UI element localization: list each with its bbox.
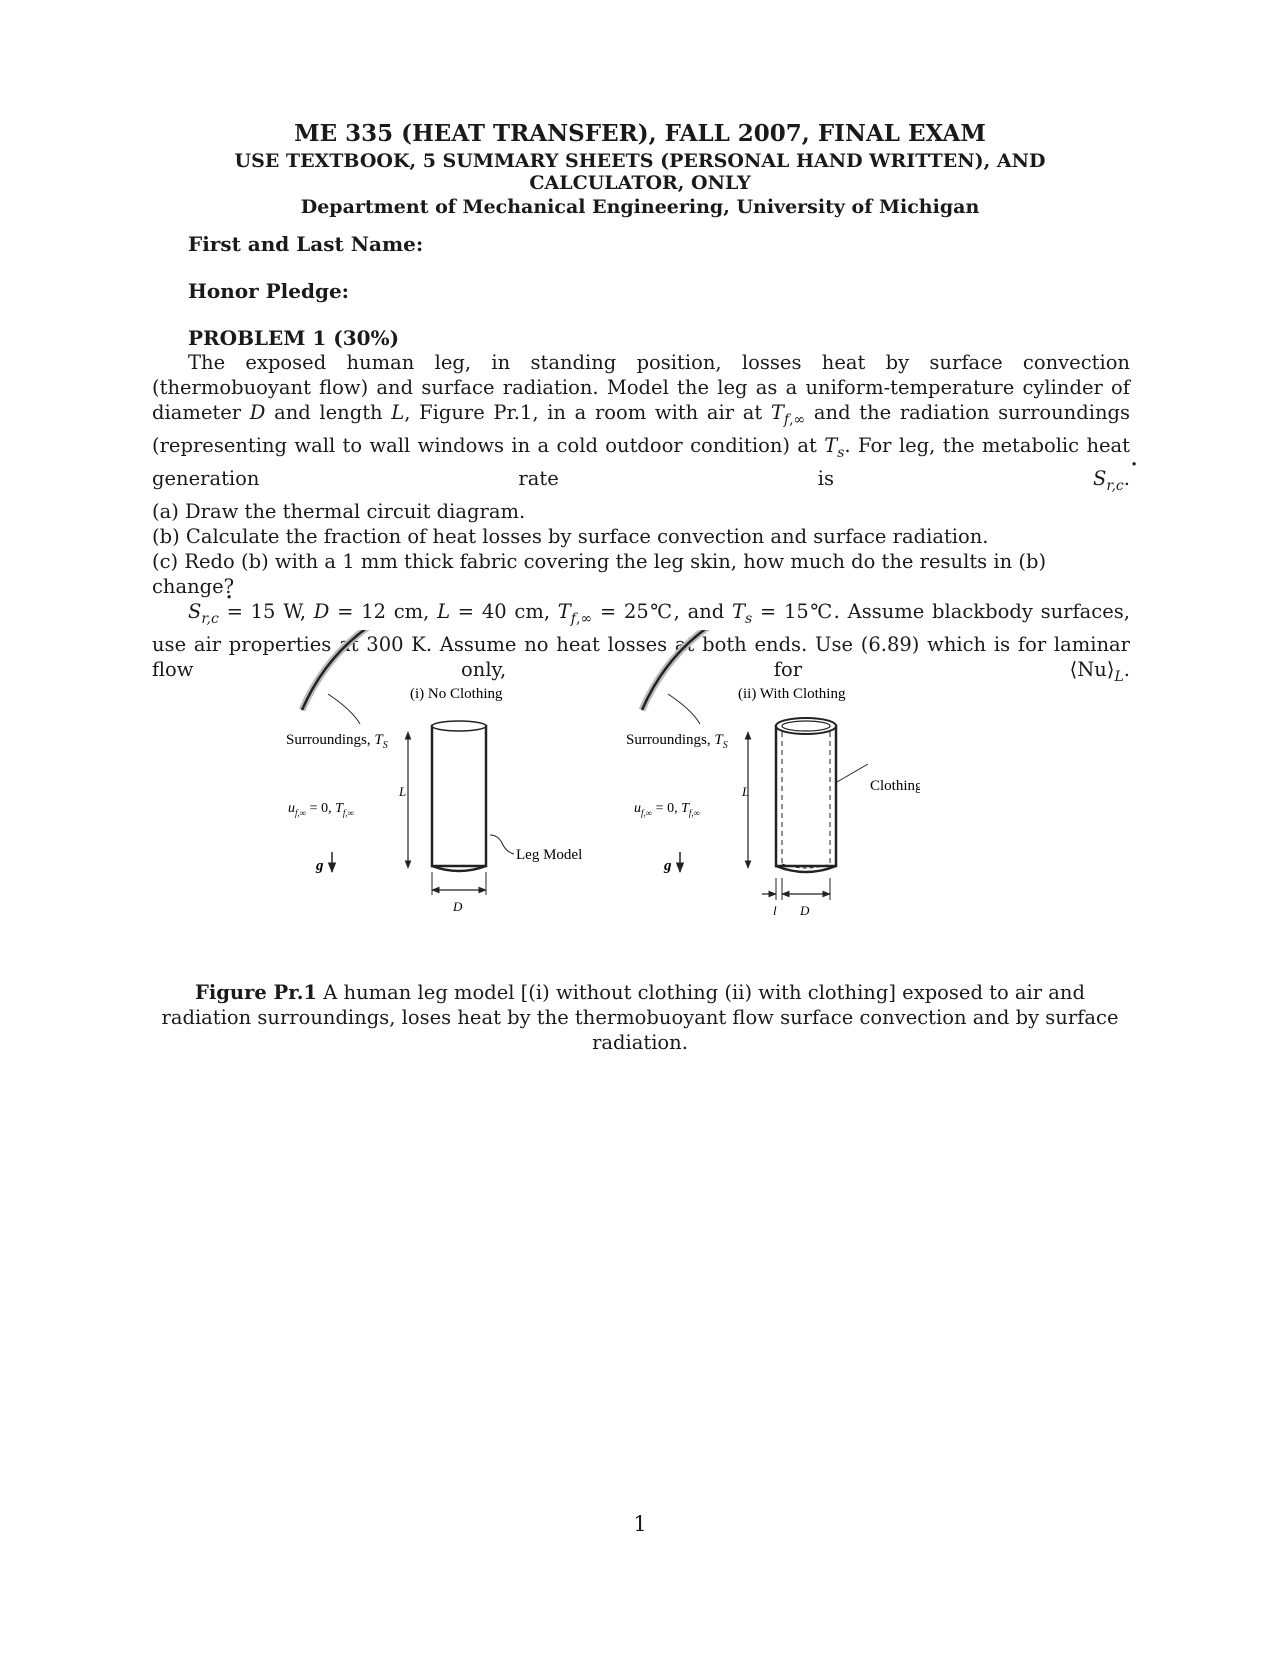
- question-c: (c) Redo (b) with a 1 mm thick fabric covering the leg skin, how much do the results in (b) change?: [152, 549, 1047, 598]
- exam-instructions-line2: CALCULATOR, ONLY: [529, 172, 751, 194]
- dimension-l-label: l: [773, 903, 777, 918]
- page-number: 1: [633, 1512, 647, 1536]
- clothing-inner-rim: [782, 721, 830, 731]
- dimension-L-label-ii: L: [742, 784, 750, 799]
- leg-cylinder-top: [432, 721, 486, 731]
- surroundings-wall: [302, 630, 382, 710]
- flow-condition-i: $u_{f,\infty} = 0$, $T_{f,\infty}$: [288, 801, 355, 818]
- exam-instructions-line1: USE TEXTBOOK, 5 SUMMARY SHEETS (PERSONAL HAND WRITTEN), AND: [234, 150, 1046, 172]
- department: Department of Mechanical Engineering, University of Michigan: [300, 196, 980, 218]
- flow-condition-ii: $u_{f,\infty} = 0$, $T_{f,\infty}$: [634, 801, 701, 818]
- dimension-L-label-i: L: [399, 784, 407, 799]
- caption-text: A human leg model [(i) without clothing (ii) with clothing] exposed to air and radiation surroundings, loses heat by the thermobuoyant flow surface convection and by surface radiation.: [161, 981, 1119, 1054]
- title-with-clothing: (ii) With Clothing: [738, 686, 846, 702]
- name-field-label: First and Last Name:: [188, 232, 424, 256]
- clothing-leader: [837, 764, 868, 782]
- leg-model-diagram: [280, 630, 920, 960]
- surroundings-wall-edge-ii: [642, 630, 722, 710]
- gravity-label-i: g: [316, 858, 324, 874]
- surroundings-label-ii: Surroundings, $T_S$: [626, 732, 728, 751]
- dimension-D-label-ii: D: [800, 903, 810, 918]
- given-data: · $S_{r,c} = 15$ W, D = 12 cm, L = 40 cm, $T_{f,\infty}$ = 25℃, and $T_s$ = 15℃. Assume blackbody surfaces, use air properties at 300 K. Assume no heat losses at both ends. Use (6.89) which is for laminar flow only, for $⟨Nu⟩_L$.: [152, 599, 1130, 690]
- surroundings-wall-ii: [642, 630, 722, 710]
- panel-with-clothing: [626, 630, 920, 918]
- surroundings-leader: [328, 694, 360, 724]
- surroundings-label-i: Surroundings, $T_S$: [286, 732, 388, 751]
- leg-model-leader: [490, 835, 514, 854]
- question-b: (b) Calculate the fraction of heat losses by surface convection and surface radiation.: [152, 524, 989, 548]
- honor-pledge-label: Honor Pledge:: [188, 279, 350, 303]
- gravity-label-ii: g: [664, 858, 672, 874]
- surroundings-wall-edge: [302, 630, 382, 710]
- caption-label: Figure Pr.1: [195, 981, 318, 1004]
- surroundings-leader-ii: [668, 694, 700, 724]
- title-no-clothing: (i) No Clothing: [410, 686, 503, 702]
- figure-caption: [160, 980, 1120, 1055]
- problem-paragraph: The exposed human leg, in standing position, losses heat by surface convection (thermobuoyant flow) and surface radiation. Model the leg as a uniform-temperature cylinder of diameter D and length L, Figure Pr.1, in a room with air at $T_{f,\infty}$ and the radiation surroundings (representing wall to wall windows in a cold outdoor condition) at $T_s$. For leg, the metabolic heat generation rate is · $S_{r,c}$.: [152, 350, 1130, 499]
- clothing-label: Clothing: [870, 778, 920, 794]
- clothed-leg-cylinder: [776, 726, 836, 866]
- question-a: (a) Draw the thermal circuit diagram.: [152, 499, 526, 523]
- leg-cylinder: [432, 726, 486, 866]
- problem-title: PROBLEM 1 (30%): [188, 326, 400, 350]
- dimension-D-label-i: D: [453, 899, 463, 914]
- panel-no-clothing: [286, 630, 582, 914]
- leg-model-label: Leg Model: [516, 847, 583, 863]
- exam-title: ME 335 (HEAT TRANSFER), FALL 2007, FINAL EXAM: [294, 120, 986, 147]
- figure-pr1: [280, 630, 920, 960]
